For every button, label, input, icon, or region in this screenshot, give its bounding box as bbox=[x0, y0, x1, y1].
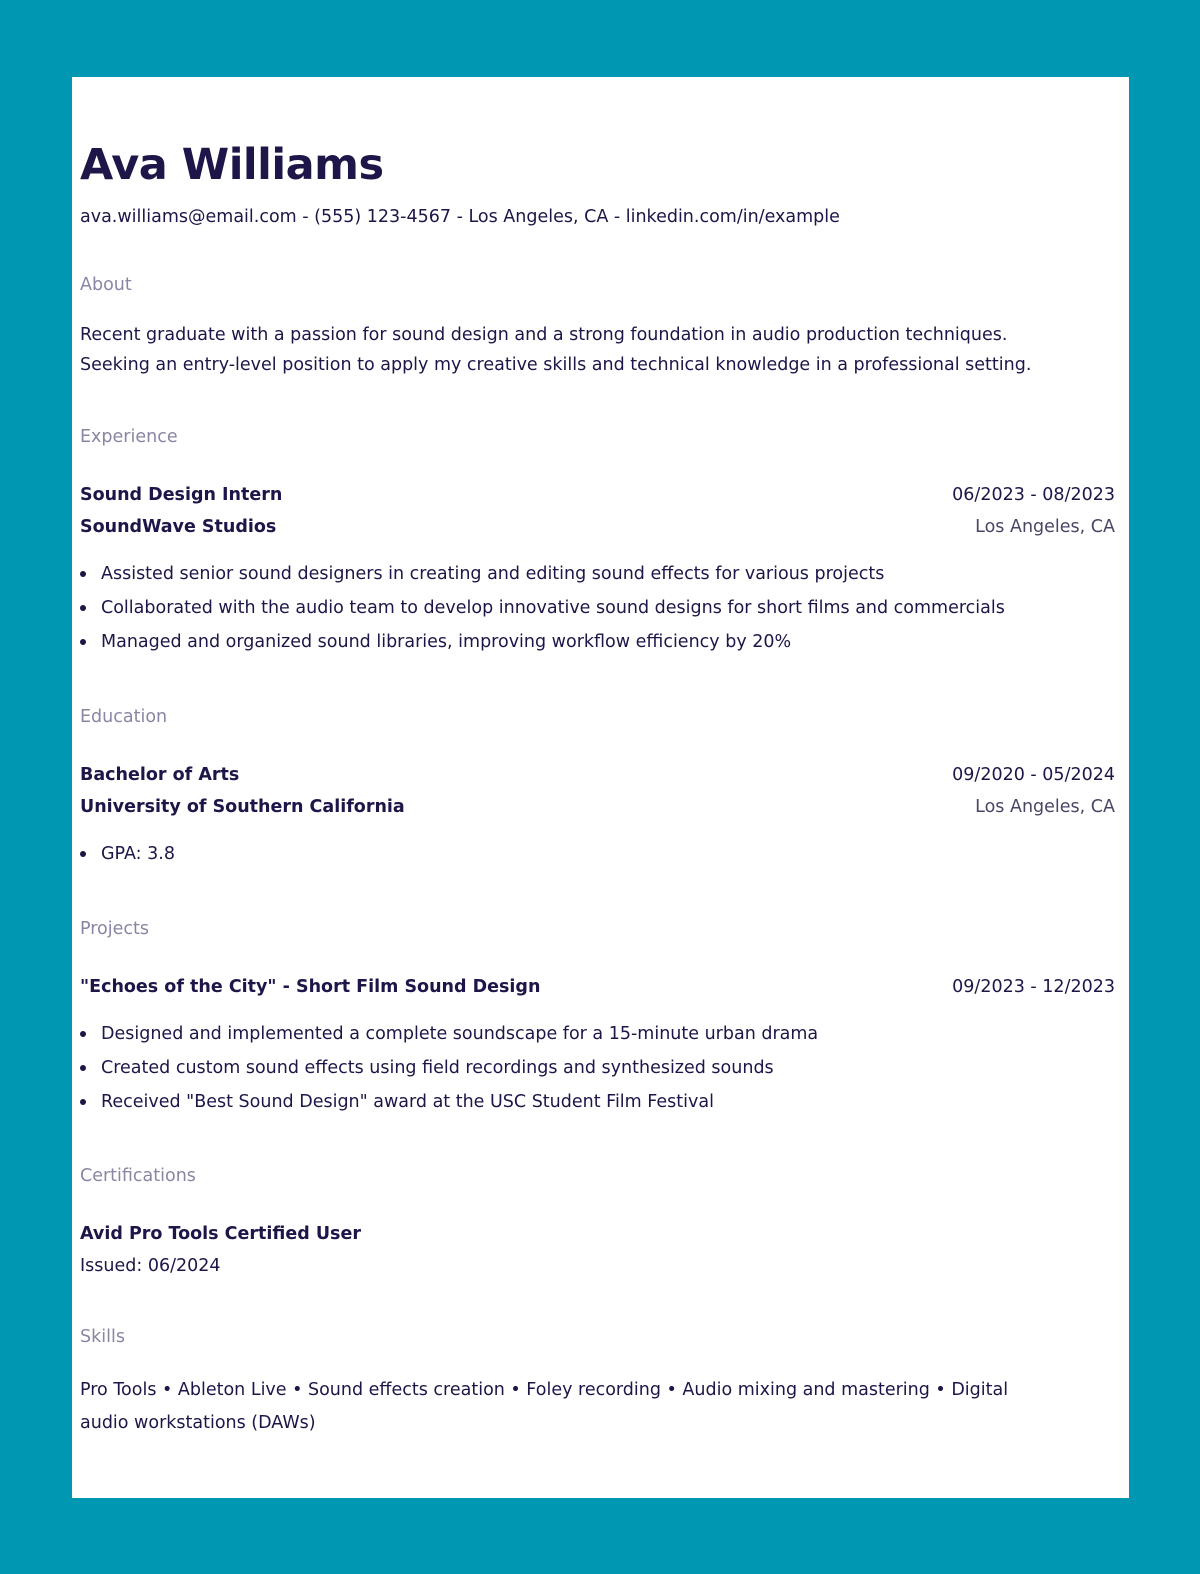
section-title-certifications: Certifications bbox=[80, 1166, 196, 1186]
experience-role: Sound Design Intern bbox=[80, 485, 283, 505]
about-text bbox=[80, 320, 1115, 380]
education-header-row bbox=[80, 759, 1115, 791]
contact-line: ava.williams@email.com - (555) 123-4567 - Los Angeles, CA - linkedin.com/in/example bbox=[80, 207, 840, 227]
list-item: Assisted senior sound designers in creating and editing sound effects for various projects bbox=[80, 557, 1115, 591]
project-header-row bbox=[80, 971, 1115, 1003]
resume-page bbox=[72, 77, 1129, 1498]
skills-line-1: Pro Tools • Ableton Live • Sound effects creation • Foley recording • Audio mixing and mastering • Digital bbox=[80, 1380, 1009, 1400]
list-item: GPA: 3.8 bbox=[80, 837, 1115, 871]
about-line-1: Recent graduate with a passion for sound design and a strong foundation in audio production techniques. bbox=[80, 325, 1008, 345]
section-title-experience: Experience bbox=[80, 427, 178, 447]
certification-name: Avid Pro Tools Certified User bbox=[80, 1224, 361, 1244]
experience-location: Los Angeles, CA bbox=[975, 517, 1115, 537]
experience-bullets bbox=[80, 557, 1115, 659]
project-dates: 09/2023 - 12/2023 bbox=[952, 977, 1115, 997]
list-item: Collaborated with the audio team to develop innovative sound designs for short films and commercials bbox=[80, 591, 1115, 625]
experience-header-row bbox=[80, 479, 1115, 511]
about-line-2: Seeking an entry-level position to apply my creative skills and technical knowledge in a professional setting. bbox=[80, 355, 1032, 375]
section-title-about: About bbox=[80, 275, 132, 295]
education-bullets bbox=[80, 837, 1115, 871]
certification-issued: Issued: 06/2024 bbox=[80, 1256, 221, 1276]
experience-company: SoundWave Studios bbox=[80, 517, 277, 537]
candidate-name: Ava Williams bbox=[80, 140, 384, 190]
list-item: Managed and organized sound libraries, improving workflow efficiency by 20% bbox=[80, 625, 1115, 659]
education-dates: 09/2020 - 05/2024 bbox=[952, 765, 1115, 785]
education-school: University of Southern California bbox=[80, 797, 405, 817]
education-location: Los Angeles, CA bbox=[975, 797, 1115, 817]
section-title-projects: Projects bbox=[80, 919, 149, 939]
section-title-skills: Skills bbox=[80, 1327, 125, 1347]
section-title-education: Education bbox=[80, 707, 168, 727]
education-school-row bbox=[80, 791, 1115, 823]
project-bullets bbox=[80, 1017, 1115, 1119]
experience-dates: 06/2023 - 08/2023 bbox=[952, 485, 1115, 505]
list-item: Received "Best Sound Design" award at the USC Student Film Festival bbox=[80, 1085, 1115, 1119]
experience-company-row bbox=[80, 511, 1115, 543]
skills-text bbox=[80, 1374, 1115, 1440]
skills-line-2: audio workstations (DAWs) bbox=[80, 1413, 316, 1433]
education-degree: Bachelor of Arts bbox=[80, 765, 240, 785]
list-item: Created custom sound effects using field recordings and synthesized sounds bbox=[80, 1051, 1115, 1085]
project-name: "Echoes of the City" - Short Film Sound Design bbox=[80, 977, 541, 997]
list-item: Designed and implemented a complete soundscape for a 15-minute urban drama bbox=[80, 1017, 1115, 1051]
